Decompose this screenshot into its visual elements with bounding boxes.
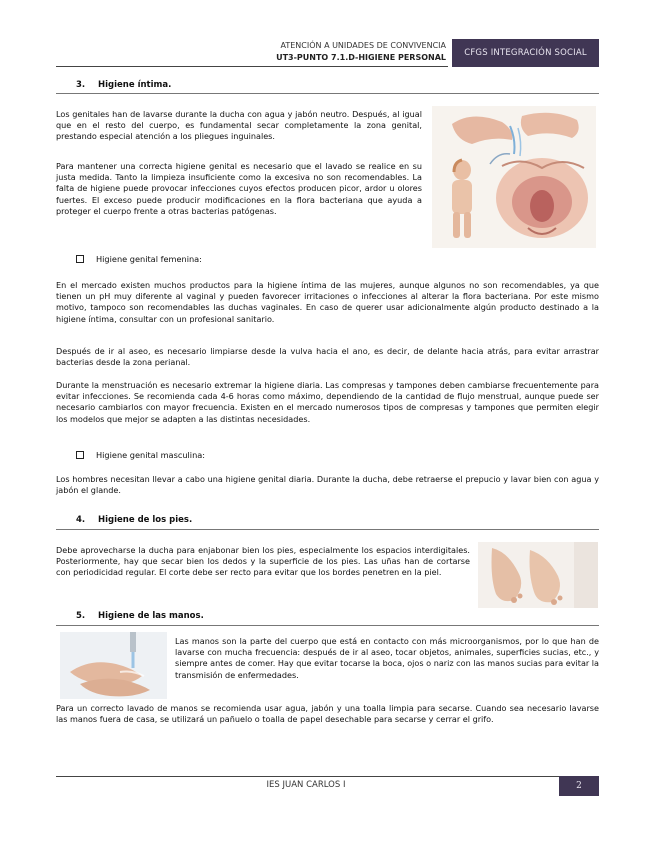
section-title: Higiene de las manos.: [98, 611, 204, 621]
section-number: 5.: [76, 611, 86, 621]
section-divider: [56, 93, 599, 94]
header-unit-title: UT3-PUNTO 7.1.D-HIGIENE PERSONAL: [276, 53, 446, 62]
intimate-hygiene-illustration: [432, 106, 596, 248]
section-number: 3.: [76, 80, 86, 90]
header-module-title: ATENCIÓN A UNIDADES DE CONVIVENCIA: [280, 41, 446, 50]
page-number: 2: [559, 776, 599, 796]
paragraph-male-hygiene: Los hombres necesitan llevar a cabo una higiene genital diaria. Durante la ducha, debe retraerse el prepucio y lavar bien con agua y jabón el glande.: [56, 474, 599, 496]
bullet-male-genital-hygiene: [76, 450, 205, 460]
paragraph-genital-washing: Los genitales han de lavarse durante la ducha con agua y jabón neutro. Después, al igual que en el resto del cuerpo, es fundamental secar completamente la zona genital, prestando especial atención a los pliegues inguinales.: [56, 109, 422, 142]
bullet-female-genital-hygiene: [76, 254, 202, 264]
paragraph-menstruation: Durante la menstruación es necesario extremar la higiene diaria. Las compresas y tampones deben cambiarse frecuentemente para evitar infecciones. Se recomienda cada 4-6 horas como máximo, dependiendo de la cantidad de flujo menstrual, aunque puede ser necesario cambiarlos con mayor frecuencia. Existen en el mercado numerosos tipos de compresas y tampones que permiten elegir los modelos que mejor se adapten a las distintas necesidades.: [56, 380, 599, 424]
section-number: 4.: [76, 515, 86, 525]
section-divider: [56, 625, 599, 626]
bullet-label: Higiene genital femenina:: [96, 254, 202, 264]
bullet-label: Higiene genital masculina:: [96, 450, 206, 460]
feet-photo: [478, 542, 598, 608]
hand-washing-photo: [60, 632, 167, 699]
section-title: Higiene de los pies.: [98, 515, 193, 525]
paragraph-front-to-back: Después de ir al aseo, es necesario limpiarse desde la vulva hacia el ano, es decir, de delante hacia atrás, para evitar arrastrar bacterias desde la zona perianal.: [56, 346, 599, 368]
paragraph-hand-washing-method: Para un correcto lavado de manos se recomienda usar agua, jabón y una toalla limpia para secarse. Cuando sea necesario lavarse las manos fuera de casa, se utilizará un pañuelo o toalla de papel desechable para secarse y cerrar el grifo.: [56, 703, 599, 725]
paragraph-feet-hygiene: Debe aprovecharse la ducha para enjabonar bien los pies, especialmente los espacios interdigitales. Posteriormente, hay que secar bien los dedos y la superficie de los pies. Las uñas han de cortarse con periodicidad regular. El corte debe ser recto para evitar que los bordes penetren en la piel.: [56, 545, 470, 578]
header-course-badge: CFGS INTEGRACIÓN SOCIAL: [452, 39, 599, 67]
paragraph-hands-contact: Las manos son la parte del cuerpo que está en contacto con más microorganismos, por lo que han de lavarse con mucha frecuencia: después de ir al aseo, tocar objetos, animales, superficies sucias, etc., y siempre antes de comer. Hay que evitar tocarse la boca, ojos o nariz con las manos sucias para evitar la transmisión de enfermedades.: [175, 636, 600, 680]
section-heading-feet-hygiene: [76, 515, 192, 525]
paragraph-female-products: En el mercado existen muchos productos para la higiene íntima de las mujeres, aunque algunos no son recomendables, ya que tienen un pH muy diferente al vaginal y pueden favorecer irritaciones o infecciones al alterar la flora bacteriana. Por este mismo motivo, tampoco son recomendables las duchas vaginales. En caso de querer usar adicionalmente algún producto destinado a la higiene íntima, consultar con un profesional sanitario.: [56, 280, 599, 324]
paragraph-genital-hygiene-balance: Para mantener una correcta higiene genital es necesario que el lavado se realice en su justa medida. Tanto la limpieza insuficiente como la excesiva no son recomendables. La falta de higiene puede provocar infecciones cuyos efectos producen picor, ardor u olores fuertes. El exceso puede producir modificaciones en la flora bacteriana que ayuda a proteger el cuerpo frente a otras bacterias patógenas.: [56, 161, 422, 216]
header-divider: [56, 66, 448, 67]
header-titles: [240, 40, 446, 64]
section-title: Higiene íntima.: [98, 80, 172, 90]
checkbox-bullet-icon: [76, 451, 84, 459]
footer-school-name: IES JUAN CARLOS I: [266, 780, 346, 790]
section-heading-intimate-hygiene: [76, 80, 171, 90]
footer-divider: [56, 776, 599, 777]
checkbox-bullet-icon: [76, 255, 84, 263]
section-divider: [56, 529, 599, 530]
section-heading-hands-hygiene: [76, 611, 204, 621]
